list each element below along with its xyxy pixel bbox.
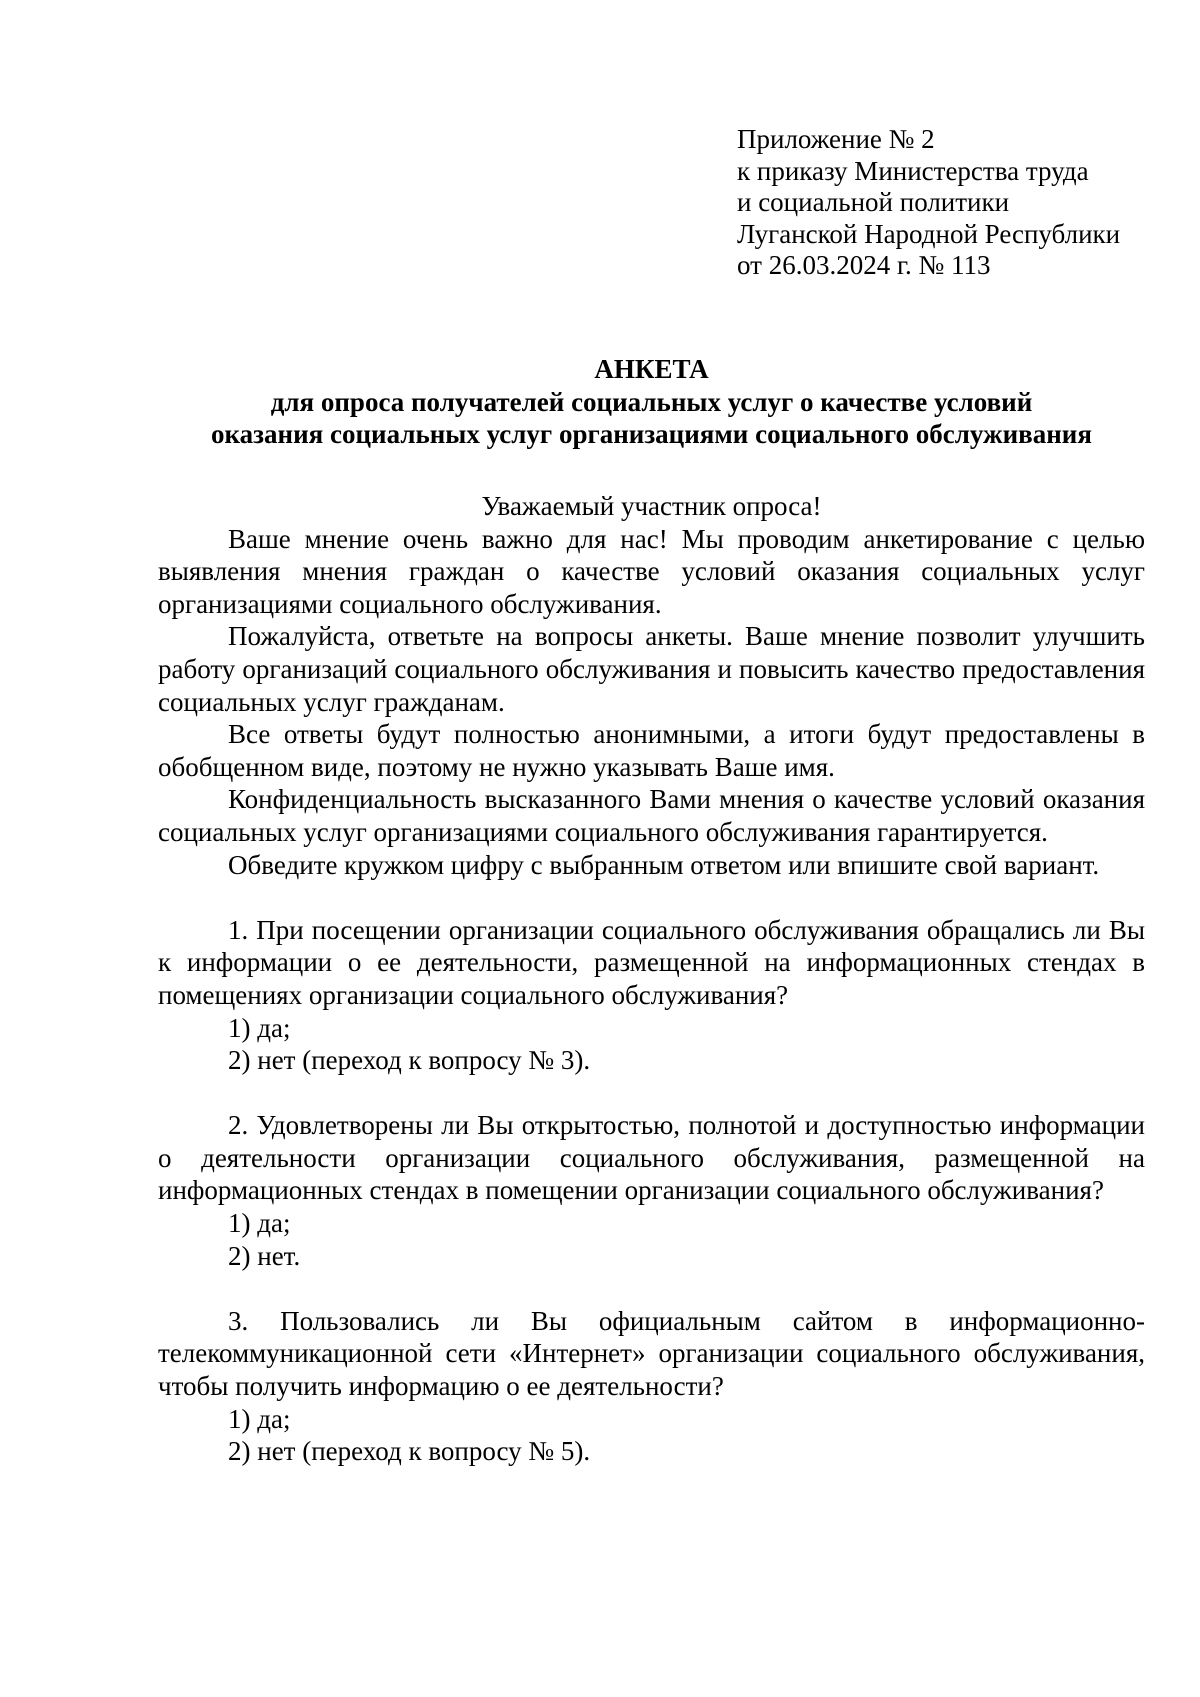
answer-option: 1) да; xyxy=(228,1208,291,1239)
question-block xyxy=(158,1109,1145,1272)
answer-option: 2) нет. xyxy=(228,1240,301,1271)
title-subtitle-line: оказания социальных услуг организациями социального обслуживания xyxy=(211,419,1092,449)
appendix-line: Луганской Народной Республики xyxy=(737,218,1121,249)
spacer xyxy=(158,881,1145,914)
intro-paragraph: Обведите кружком цифру с выбранным ответом или впишите свой вариант. xyxy=(228,849,1100,880)
appendix-line: от 26.03.2024 г. № 113 xyxy=(737,250,991,280)
title-heading: АНКЕТА xyxy=(594,354,709,384)
question-text: 2. Удовлетворены ли Вы открытостью, полнотой и доступностью информации о деятельности организации социального обслуживания, размещенной на информационных стендах в помещении организации социального обслуживания? xyxy=(158,1110,1145,1206)
question-block xyxy=(158,1305,1145,1468)
answer-option: 2) нет (переход к вопросу № 3). xyxy=(228,1045,591,1076)
intro-paragraph: Все ответы будут полностью анонимными, а итоги будут предоставлены в обобщенном виде, поэтому не нужно указывать Ваше имя. xyxy=(158,719,1145,782)
intro-paragraph: Пожалуйста, ответьте на вопросы анкеты. Ваше мнение позволит улучшить работу организаций социального обслуживания и повысить качество предоставления социальных услуг гражданам. xyxy=(158,621,1145,717)
intro-paragraph: Ваше мнение очень важно для нас! Мы проводим анкетирование с целью выявления мнения граждан о качестве условий оказания социальных услуг организациями социального обслуживания. xyxy=(158,523,1145,619)
answer-option: 1) да; xyxy=(228,1012,291,1043)
document-title xyxy=(158,353,1145,451)
question-block xyxy=(158,914,1145,1077)
greeting: Уважаемый участник опроса! xyxy=(481,491,822,521)
appendix-line: и социальной политики xyxy=(737,187,1010,217)
question-text: 1. При посещении организации социального обслуживания обращались ли Вы к информации о ее деятельности, размещенной на информационных стендах в помещениях организации социального обслуживания? xyxy=(158,914,1145,1010)
appendix-note xyxy=(737,124,1120,282)
document-body xyxy=(158,490,1145,1468)
appendix-line: Приложение № 2 xyxy=(737,124,935,154)
title-subtitle-line: для опроса получателей социальных услуг о качестве условий xyxy=(270,386,1033,417)
spacer xyxy=(158,1272,1145,1305)
spacer xyxy=(158,1077,1145,1110)
answer-option: 2) нет (переход к вопросу № 5). xyxy=(228,1436,591,1467)
question-text: 3. Пользовались ли Вы официальным сайтом в информационно-телекоммуникационной сети «Интернет» организации социального обслуживания, чтобы получить информацию о ее деятельности? xyxy=(158,1305,1145,1402)
intro-paragraph: Конфиденциальность высказанного Вами мнения о качестве условий оказания социальных услуг организациями социального обслуживания гарантируется. xyxy=(158,784,1145,847)
appendix-line: к приказу Министерства труда xyxy=(737,155,1089,186)
answer-option: 1) да; xyxy=(228,1403,291,1434)
